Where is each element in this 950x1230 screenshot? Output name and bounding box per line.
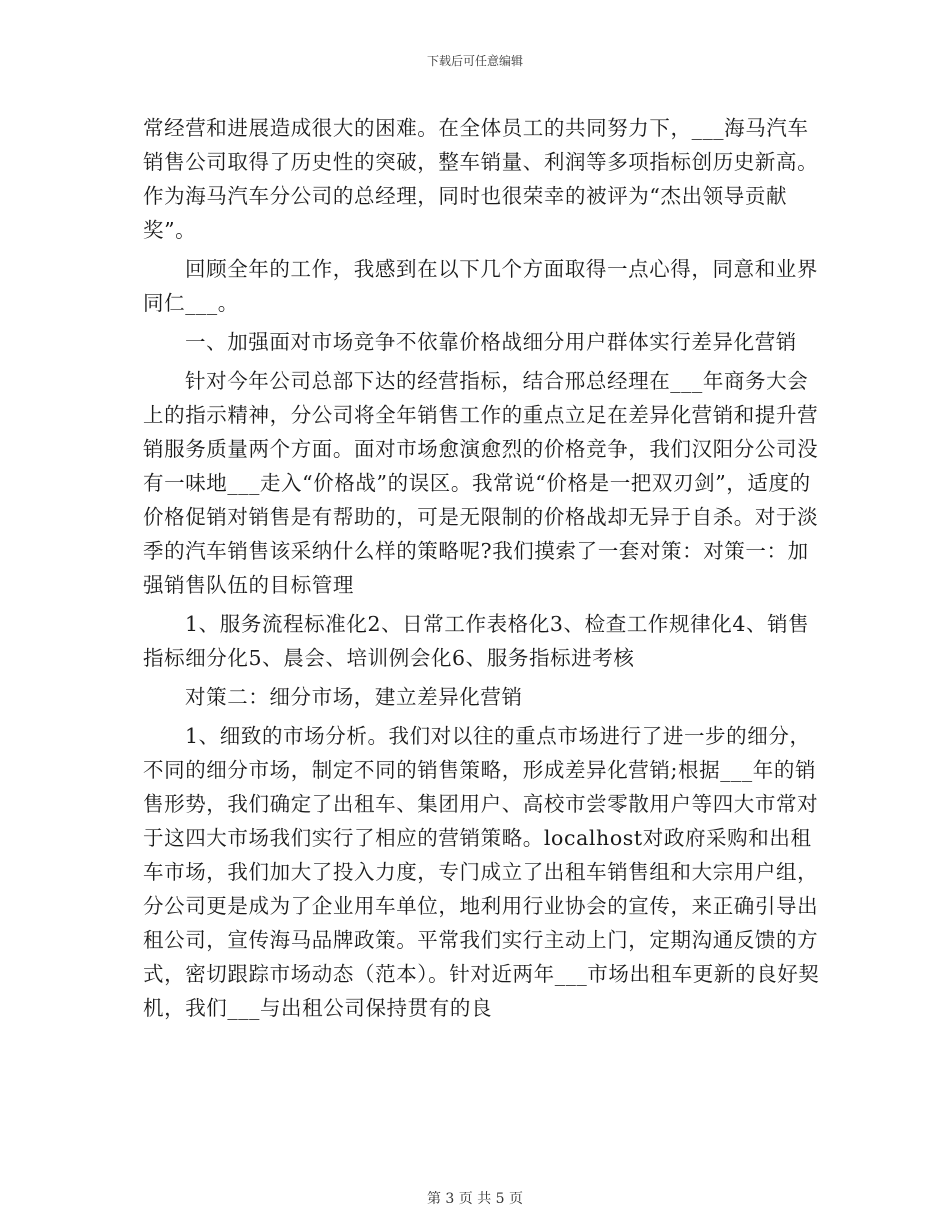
paragraph-3: 针对今年公司总部下达的经营指标，结合邢总经理在___年商务大会上的指示精神，分公司将全年销售工作的重点立足在差异化营销和提升营销服务质量两个方面。面对市场愈演愈烈的价格竞争，我们汉阳分公司没有一味地___走入“价格战”的误区。我常说“价格是一把双刃剑”，适度的价格促销对销售是有帮助的，可是无限制的价格战却无异于自杀。对于淡季的汽车销售该采纳什么样的策略呢?我们摸索了一套对策：对策一：加强销售队伍的目标管理 <box>143 369 819 597</box>
paragraph-5: 1、细致的市场分析。我们对以往的重点市场进行了进一步的细分，不同的细分市场，制定不同的销售策略，形成差异化营销;根据___年的销售形势，我们确定了出租车、集团用户、高校市尝零散用户等四大市常对于这四大市场我们实行了相应的营销策略。localhost对政府采购和出租车市场，我们加大了投入力度，专门成立了出租车销售组和大宗用户组，分公司更是成为了企业用车单位，地利用行业协会的宣传，来正确引导出租公司，宣传海马品牌政策。平常我们实行主动上门，定期沟通反馈的方式，密切跟踪市场动态（范本）。针对近两年___市场出租车更新的良好契机，我们___与出租公司保持贯有的良 <box>143 724 820 1020</box>
paragraph-4: 1、服务流程标准化2、日常工作表格化3、检查工作规律化4、销售指标细分化5、晨会、培训例会化6、服务指标进考核 <box>143 612 810 670</box>
paragraph-1: 常经营和进展造成很大的困难。在全体员工的共同努力下，___海马汽车销售公司取得了历史性的突破，整车销量、利润等多项指标创历史新高。作为海马汽车分公司的总经理，同时也很荣幸的被评为“杰出领导贡献奖”。 <box>143 116 819 242</box>
page-footer: 第 3 页 共 5 页 <box>426 1191 524 1207</box>
page-header: 下载后可任意编辑 <box>426 54 523 68</box>
document-body <box>143 111 823 1030</box>
paragraph-2: 回顾全年的工作，我感到在以下几个方面取得一点心得，同意和业界同仁___。 <box>143 257 818 315</box>
strategy-heading-2: 对策二：细分市场，建立差异化营销 <box>185 685 523 709</box>
section-heading-1: 一、加强面对市场竞争不依靠价格战细分用户群体实行差异化营销 <box>185 330 797 354</box>
